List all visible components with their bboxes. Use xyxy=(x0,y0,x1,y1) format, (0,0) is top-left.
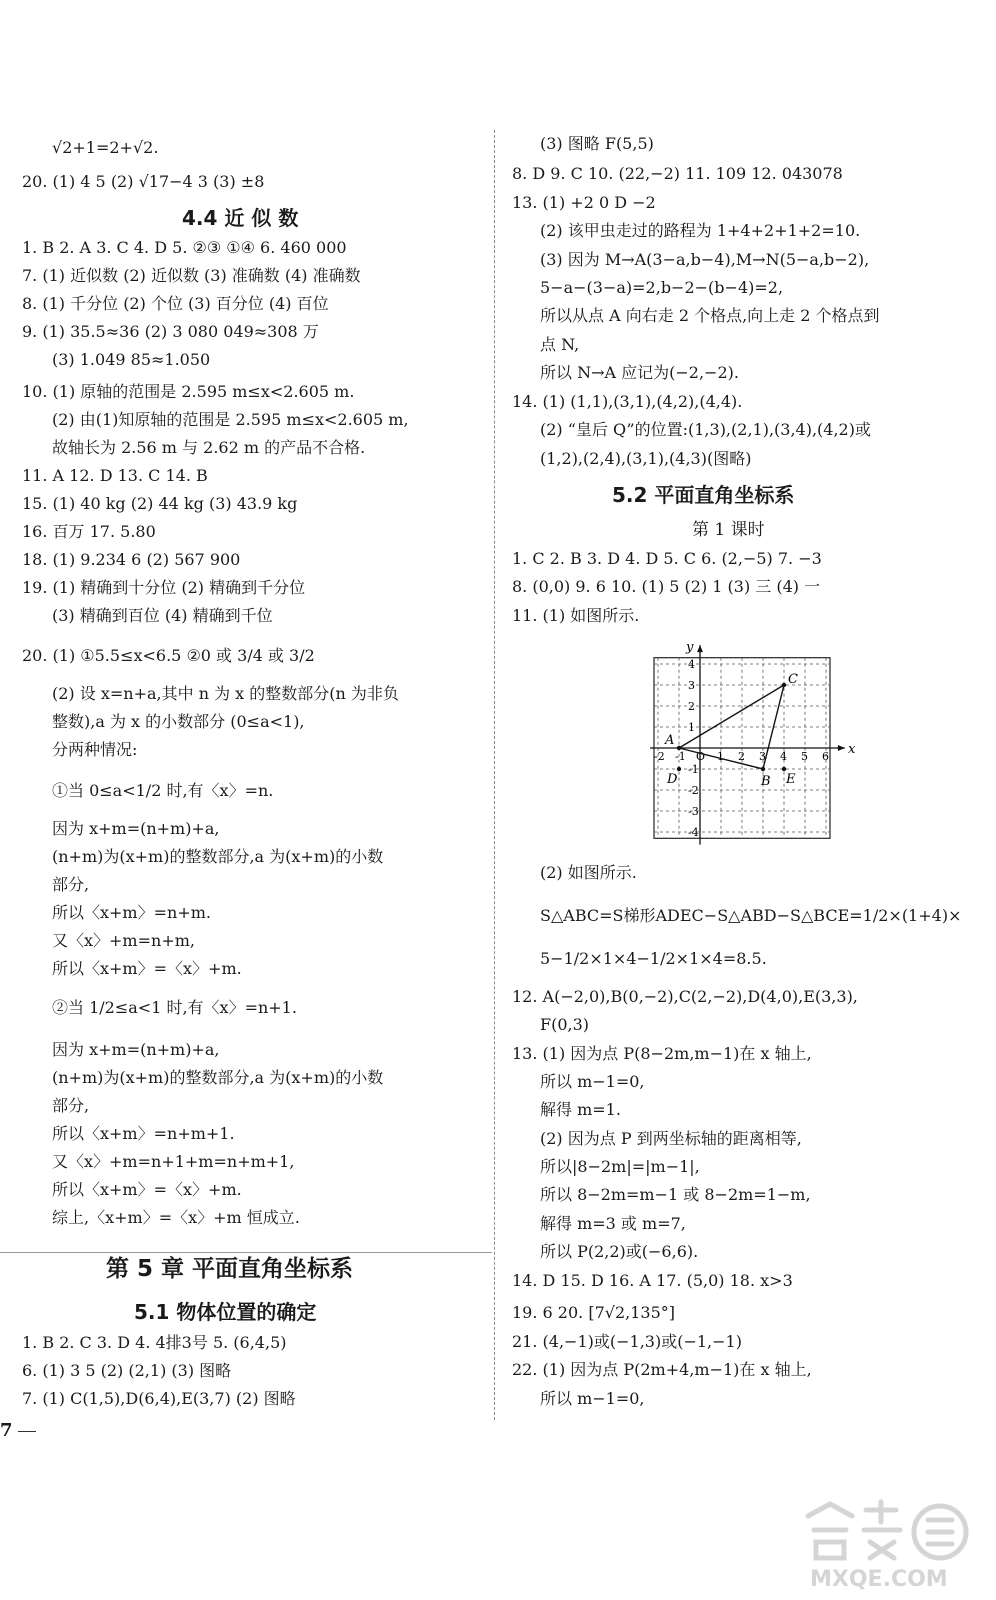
answer-line: 又〈x〉+m=n+1+m=n+m+1, xyxy=(52,1152,295,1171)
y-tick-label: 1 xyxy=(688,721,695,734)
coordinate-graph-svg xyxy=(650,640,860,860)
answer-line: 整数),a 为 x 的小数部分 (0≤a<1), xyxy=(52,712,305,731)
answer-line: ②当 1/2≤a<1 时,有〈x〉=n+1. xyxy=(52,998,297,1017)
answer-line: 解得 m=3 或 m=7, xyxy=(540,1214,686,1233)
answer-line: 20. (1) ①5.5≤x<6.5 ②0 或 3/4 或 3/2 xyxy=(22,646,315,665)
page-number-dash xyxy=(18,1431,36,1432)
svg-text:MXQE.COM: MXQE.COM xyxy=(810,1567,948,1592)
answer-line: 11. A 12. D 13. C 14. B xyxy=(22,466,208,485)
point-label-c: C xyxy=(788,672,798,687)
answer-line: 所以〈x+m〉=〈x〉+m. xyxy=(52,1180,242,1199)
y-axis-label: y xyxy=(686,640,694,656)
answer-line: 19. (1) 精确到十分位 (2) 精确到千分位 xyxy=(22,578,306,597)
answer-line: (3) 因为 M→A(3−a,b−4),M→N(5−a,b−2), xyxy=(540,250,870,269)
answer-line: (2) 该甲虫走过的路程为 1+4+2+1+2=10. xyxy=(540,221,861,240)
point-b xyxy=(761,767,765,771)
answer-line: 综上,〈x+m〉=〈x〉+m 恒成立. xyxy=(52,1208,300,1227)
answer-line: 所以 m−1=0, xyxy=(540,1389,645,1408)
x-tick-label: -2 xyxy=(654,750,665,763)
answer-line: 故轴长为 2.56 m 与 2.62 m 的产品不合格. xyxy=(52,438,366,457)
answer-line: 所以 P(2,2)或(−6,6). xyxy=(540,1242,699,1261)
answer-line: 8. D 9. C 10. (22,−2) 11. 109 12. 043078 xyxy=(512,164,843,183)
point-c xyxy=(782,683,786,687)
answer-line: 所以 m−1=0, xyxy=(540,1072,645,1091)
x-tick-label: 5 xyxy=(801,750,808,763)
answer-line: 15. (1) 40 kg (2) 44 kg (3) 43.9 kg xyxy=(22,494,298,513)
answer-line: (1,2),(2,4),(3,1),(4,3)(图略) xyxy=(540,449,752,468)
chapter-divider xyxy=(0,1252,492,1253)
y-tick-label: -1 xyxy=(688,763,699,776)
answer-line: 分两种情况: xyxy=(52,740,138,759)
x-axis-label: x xyxy=(848,742,856,757)
answer-line: (2) 由(1)知原轴的范围是 2.595 m≤x<2.605 m, xyxy=(52,410,409,429)
section-heading: 5.1 物体位置的确定 xyxy=(134,1300,317,1324)
answer-line: (3) 精确到百位 (4) 精确到千位 xyxy=(52,606,273,625)
watermark-logo xyxy=(800,1496,980,1592)
answer-line: 所以〈x+m〉=n+m. xyxy=(52,903,211,922)
answer-line: 所以从点 A 向右走 2 个格点,向上走 2 个格点到 xyxy=(540,306,880,325)
point-a xyxy=(677,746,681,750)
y-tick-label: -2 xyxy=(688,784,699,797)
point-label-b: B xyxy=(761,774,771,789)
answer-line: 因为 x+m=(n+m)+a, xyxy=(52,1040,220,1059)
point-d xyxy=(677,767,681,771)
answer-line: 13. (1) +2 0 D −2 xyxy=(512,193,656,212)
answer-line: 部分, xyxy=(52,1096,90,1115)
answer-line: 所以 8−2m=m−1 或 8−2m=1−m, xyxy=(540,1185,811,1204)
answer-line: 14. D 15. D 16. A 17. (5,0) 18. x>3 xyxy=(512,1271,793,1290)
answer-line: 所以〈x+m〉=n+m+1. xyxy=(52,1124,235,1143)
answer-line: 20. (1) 4 5 (2) √17−4 3 (3) ±8 xyxy=(22,172,265,191)
answer-line: (3) 1.049 85≈1.050 xyxy=(52,350,211,369)
y-tick-label: 2 xyxy=(688,700,695,713)
answer-line: 22. (1) 因为点 P(2m+4,m−1)在 x 轴上, xyxy=(512,1360,812,1379)
y-tick-label: 4 xyxy=(688,658,695,671)
x-tick-label: 2 xyxy=(738,750,745,763)
section-heading: 5.2 平面直角坐标系 xyxy=(612,483,795,507)
x-tick-label: 3 xyxy=(759,750,766,763)
answer-line: 19. 6 20. [7√2,135°] xyxy=(512,1303,675,1322)
column-divider xyxy=(494,130,495,1420)
answer-line: 9. (1) 35.5≈36 (2) 3 080 049≈308 万 xyxy=(22,322,319,341)
x-tick-label: 6 xyxy=(822,750,829,763)
point-label-e: E xyxy=(786,772,796,787)
answer-line: 5−1/2×1×4−1/2×1×4=8.5. xyxy=(540,949,767,968)
answer-line: 部分, xyxy=(52,875,90,894)
chapter-heading: 第 5 章 平面直角坐标系 xyxy=(106,1256,354,1282)
answer-line: 16. 百万 17. 5.80 xyxy=(22,522,156,541)
answer-line: 11. (1) 如图所示. xyxy=(512,606,640,625)
answer-line: 7. (1) C(1,5),D(6,4),E(3,7) (2) 图略 xyxy=(22,1389,296,1408)
answer-line: 因为 x+m=(n+m)+a, xyxy=(52,819,220,838)
answer-line: 点 N, xyxy=(540,335,580,354)
point-e xyxy=(782,767,786,771)
answer-line: S△ABC=S梯形ADEC−S△ABD−S△BCE=1/2×(1+4)× xyxy=(540,906,962,925)
x-tick-label: 4 xyxy=(780,750,787,763)
answer-line: 18. (1) 9.234 6 (2) 567 900 xyxy=(22,550,241,569)
answer-line: 5−a−(3−a)=2,b−2−(b−4)=2, xyxy=(540,278,784,297)
answer-line: 21. (4,−1)或(−1,3)或(−1,−1) xyxy=(512,1332,742,1351)
point-label-a: A xyxy=(665,733,675,748)
y-axis-arrow xyxy=(697,645,703,652)
lesson-heading: 第 1 课时 xyxy=(692,520,765,540)
y-tick-label: 3 xyxy=(688,679,695,692)
point-label-d: D xyxy=(667,772,678,787)
answer-line: 所以〈x+m〉=〈x〉+m. xyxy=(52,959,242,978)
answer-line: 7. (1) 近似数 (2) 近似数 (3) 准确数 (4) 准确数 xyxy=(22,266,361,285)
answer-line: 所以 N→A 应记为(−2,−2). xyxy=(540,363,739,382)
answer-line: (2) 设 x=n+a,其中 n 为 x 的整数部分(n 为非负 xyxy=(52,684,399,703)
answer-line: 6. (1) 3 5 (2) (2,1) (3) 图略 xyxy=(22,1361,232,1380)
answer-line: 12. A(−2,0),B(0,−2),C(2,−2),D(4,0),E(3,3), xyxy=(512,987,858,1006)
answer-line: F(0,3) xyxy=(540,1015,590,1034)
section-heading: 4.4 近 似 数 xyxy=(182,206,299,230)
answer-line: 13. (1) 因为点 P(8−2m,m−1)在 x 轴上, xyxy=(512,1044,812,1063)
x-tick-label: -1 xyxy=(675,750,686,763)
answer-line: 1. B 2. A 3. C 4. D 5. ②③ ①④ 6. 460 000 xyxy=(22,238,347,257)
answer-line: (n+m)为(x+m)的整数部分,a 为(x+m)的小数 xyxy=(52,847,384,866)
answer-line: 8. (0,0) 9. 6 10. (1) 5 (2) 1 (3) 三 (4) 一 xyxy=(512,577,821,596)
answer-line: (3) 图略 F(5,5) xyxy=(540,134,654,153)
answer-line: (2) “皇后 Q”的位置:(1,3),(2,1),(3,4),(4,2)或 xyxy=(540,420,871,439)
answer-line: 10. (1) 原轴的范围是 2.595 m≤x<2.605 m. xyxy=(22,382,355,401)
answer-line: 14. (1) (1,1),(3,1),(4,2),(4,4). xyxy=(512,392,743,411)
answer-line: (2) 因为点 P 到两坐标轴的距离相等, xyxy=(540,1129,802,1148)
answer-line: 1. C 2. B 3. D 4. D 5. C 6. (2,−5) 7. −3 xyxy=(512,549,822,568)
answer-line: ①当 0≤a<1/2 时,有〈x〉=n. xyxy=(52,781,274,800)
answer-line: 8. (1) 千分位 (2) 个位 (3) 百分位 (4) 百位 xyxy=(22,294,329,313)
answer-line: (2) 如图所示. xyxy=(540,863,637,882)
x-axis-arrow xyxy=(838,745,845,751)
answer-line: 所以|8−2m|=|m−1|, xyxy=(540,1157,700,1176)
answer-line: 解得 m=1. xyxy=(540,1100,621,1119)
page-number: 7 xyxy=(0,1420,13,1441)
y-tick-label: -3 xyxy=(688,805,699,818)
x-tick-label: 1 xyxy=(717,750,724,763)
answer-line: √2+1=2+√2. xyxy=(52,138,159,157)
coordinate-graph xyxy=(650,640,860,860)
x-tick-label: O xyxy=(696,750,706,763)
answer-line: (n+m)为(x+m)的整数部分,a 为(x+m)的小数 xyxy=(52,1068,384,1087)
answer-line: 1. B 2. C 3. D 4. 4排3号 5. (6,4,5) xyxy=(22,1333,287,1352)
y-tick-label: -4 xyxy=(688,826,699,839)
answer-line: 又〈x〉+m=n+m, xyxy=(52,931,195,950)
